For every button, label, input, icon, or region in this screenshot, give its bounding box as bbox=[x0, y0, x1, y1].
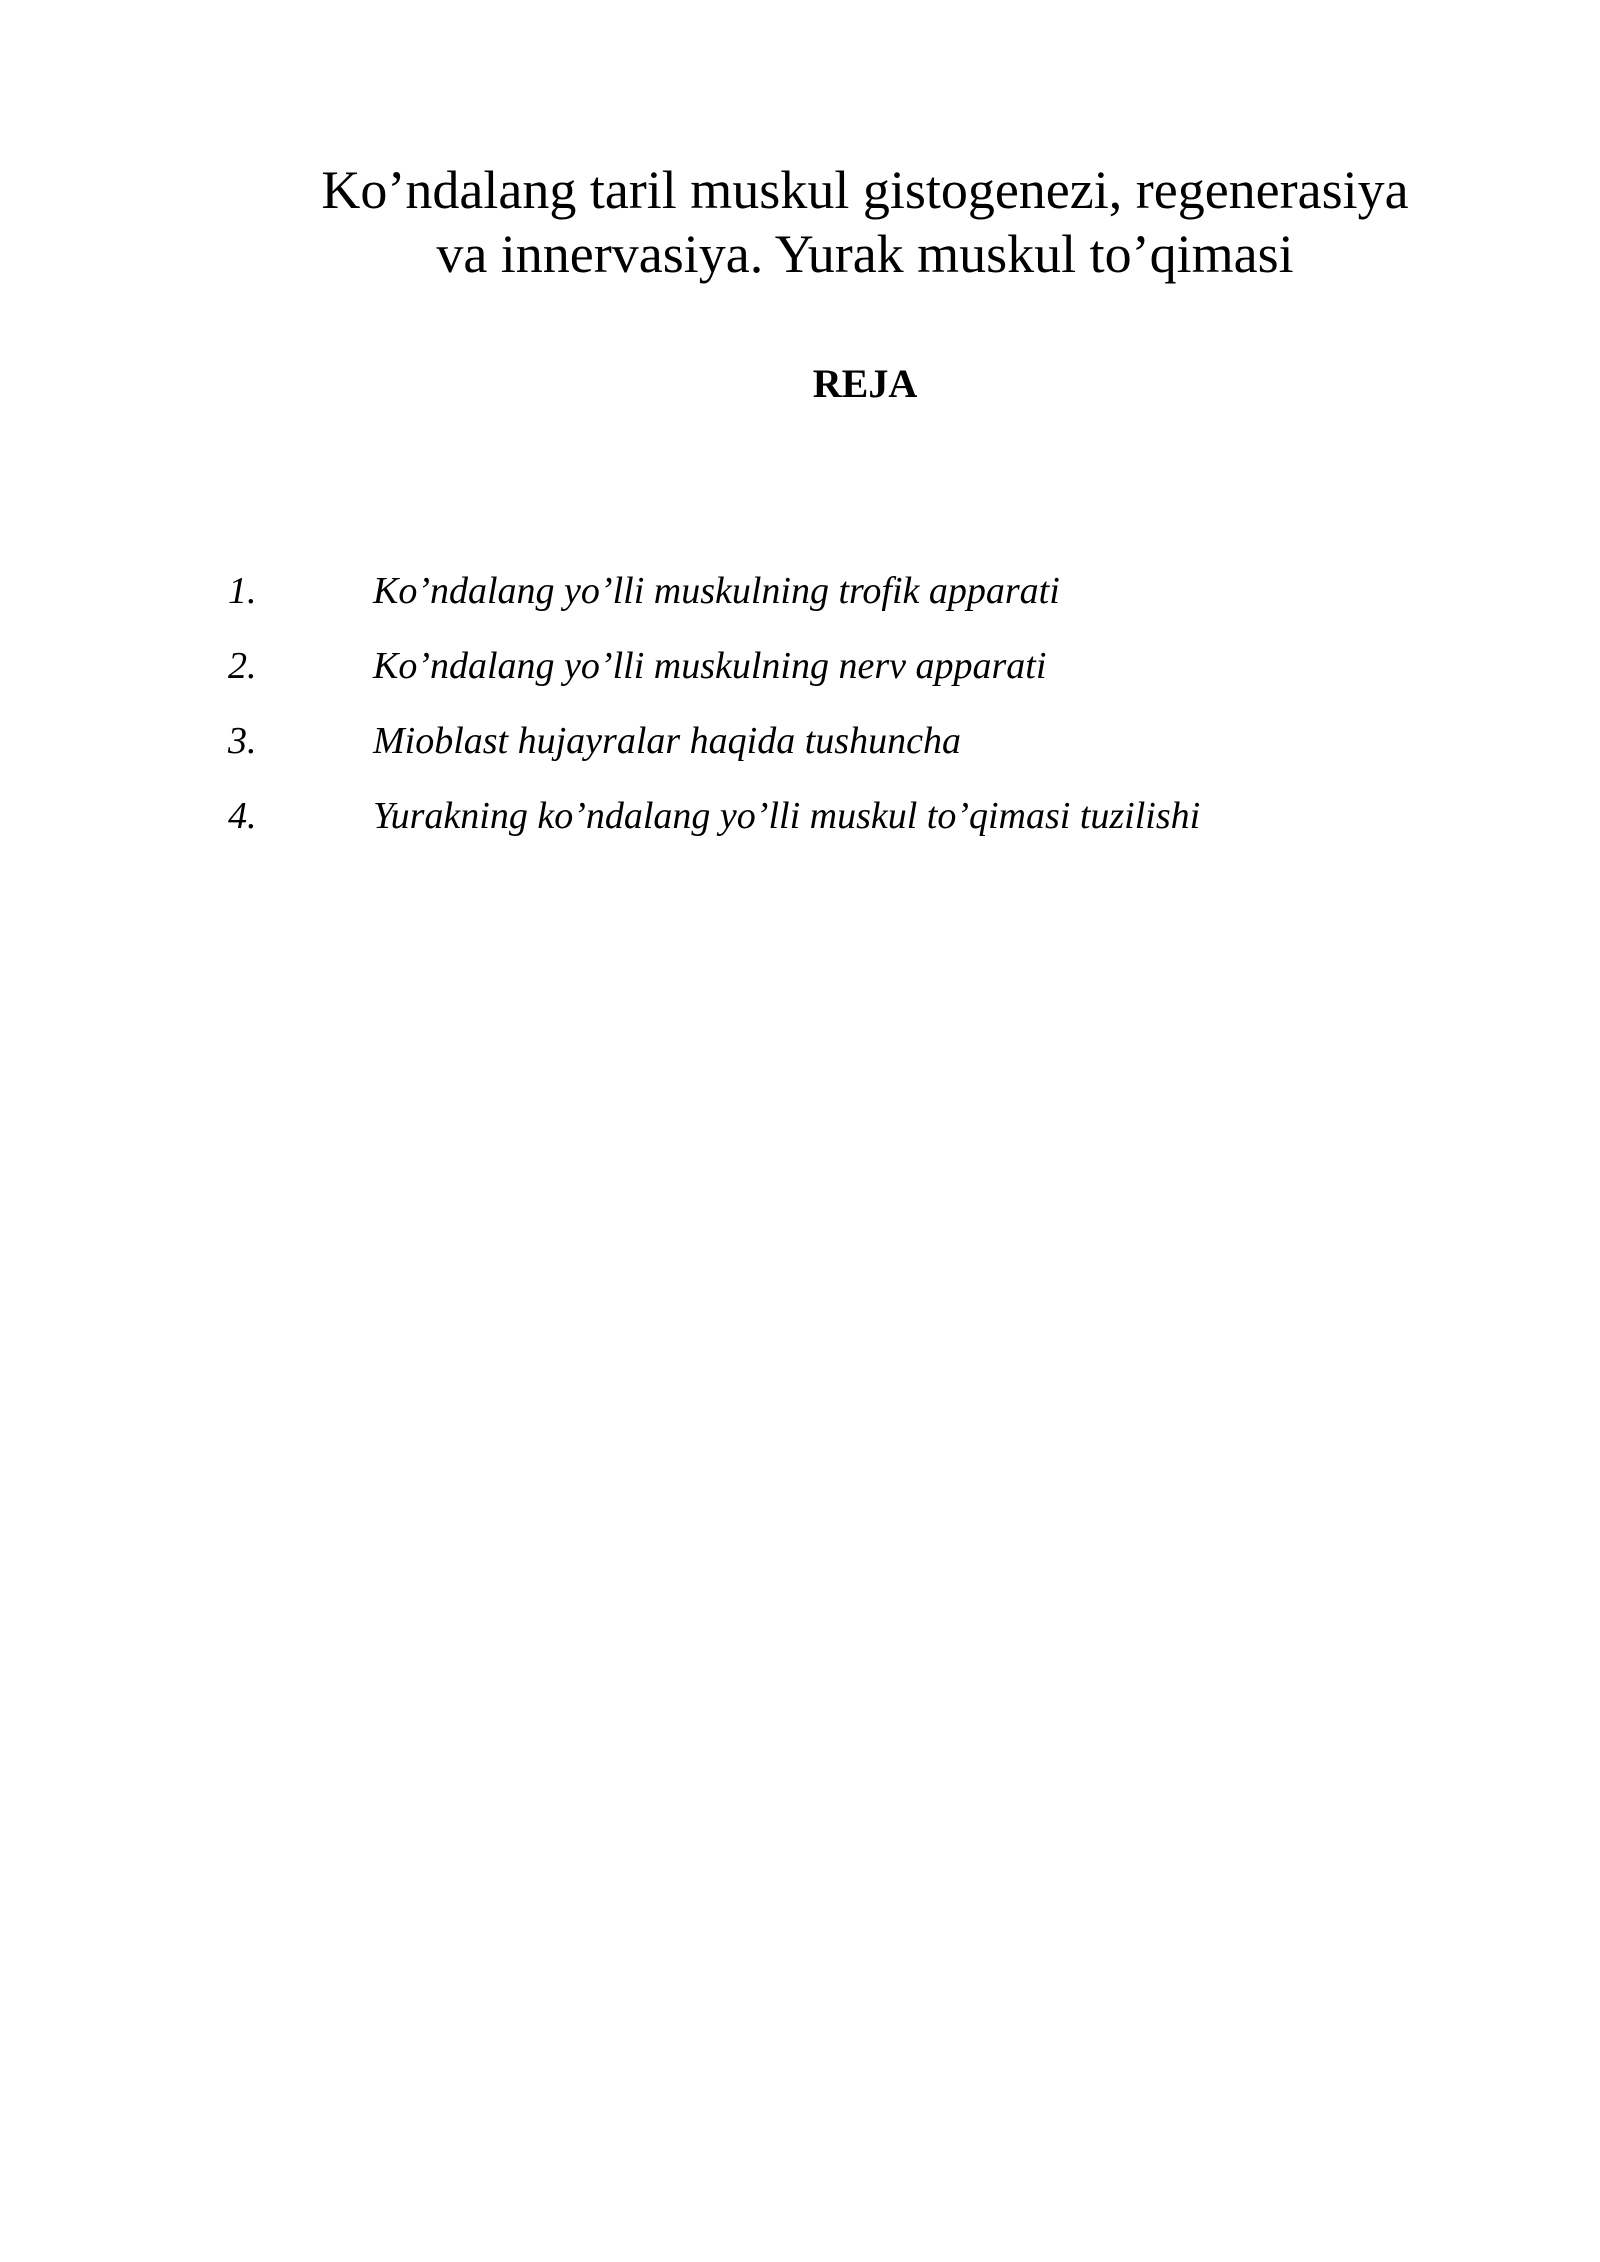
plan-item-text: Mioblast hujayralar haqida tushuncha bbox=[373, 720, 961, 762]
plan-item-number: 4. bbox=[228, 795, 257, 837]
plan-item bbox=[228, 643, 1428, 718]
plan-item-number: 1. bbox=[228, 570, 257, 612]
plan-item bbox=[228, 568, 1428, 643]
plan-item-text: Ko’ndalang yo’lli muskulning nerv apparati bbox=[373, 645, 1047, 687]
plan-item bbox=[228, 793, 1428, 868]
plan-heading: REJA bbox=[812, 361, 918, 406]
title-line-1: Ko’ndalang taril muskul gistogenezi, regenerasiya bbox=[321, 160, 1409, 220]
document-title bbox=[240, 158, 1490, 286]
plan-item bbox=[228, 718, 1428, 793]
plan-item-text: Yurakning ko’ndalang yo’lli muskul to’qimasi tuzilishi bbox=[373, 795, 1201, 837]
plan-item-number: 2. bbox=[228, 645, 257, 687]
plan-item-number: 3. bbox=[228, 720, 257, 762]
title-line-2: va innervasiya. Yurak muskul to’qimasi bbox=[436, 224, 1294, 284]
plan-item-text: Ko’ndalang yo’lli muskulning trofik apparati bbox=[373, 570, 1060, 612]
plan-list bbox=[228, 568, 1428, 868]
